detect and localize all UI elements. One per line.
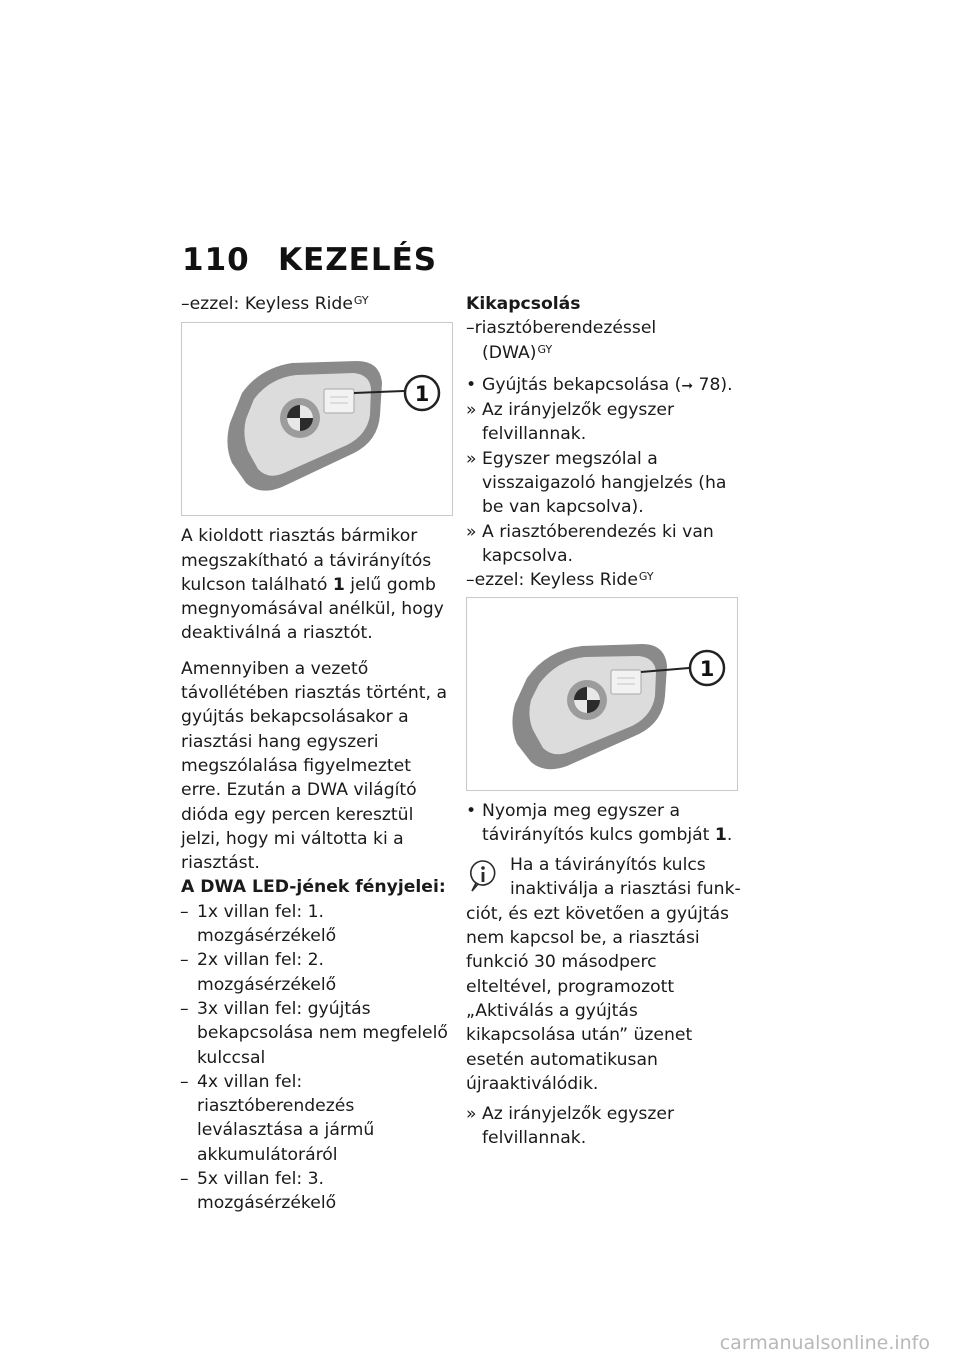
step-ignition-on: • Gyújtás bekapcsolása (➞ 78). [466, 374, 733, 395]
dwa-label-cont: (DWA)$^{GY}$ [482, 342, 553, 363]
key-fob-figure [466, 597, 738, 791]
page-title: KEZELÉS [278, 242, 438, 278]
gy-superscript: GY [353, 294, 369, 307]
page-number: 110 [182, 242, 250, 278]
led-signals-heading: A DWA LED-jének fényjelei: [181, 877, 446, 898]
section-heading: Kikapcsolás [466, 294, 581, 314]
result-item: » A riasztóberendezés ki van kapcsolva. [466, 521, 714, 566]
right-column [466, 292, 742, 1151]
result-item: » Az irányjelzők egyszer felvillannak. [466, 400, 675, 445]
callout-number: 1 [414, 382, 430, 407]
result-item: » Az irányjelzők egyszer felvillannak. [466, 1104, 675, 1149]
list-item: – 1x villan fel: 1. mozgásérzékelő [180, 901, 337, 947]
list-item: – 3x villan fel: gyújtás bekapcsolása nem megfelelő kulccsal [180, 998, 448, 1068]
keyless-ride-label: –ezzel: Keyless Ride$^{GY}$ [181, 294, 369, 314]
left-column [181, 292, 453, 1216]
gy-superscript: GY [537, 342, 553, 356]
key-fob-illustration [182, 323, 452, 515]
info-note [466, 853, 742, 1096]
callout-number: 1 [699, 656, 715, 681]
list-item: – 5x villan fel: 3. mozgásérzékelő [180, 1169, 337, 1214]
list-item: – 4x villan fel: riasztóberendezés leválasztása a jármű akkumulátoráról [180, 1071, 375, 1165]
note-line-1: Ha a távirányítós kulcs [510, 855, 706, 876]
watermark: carmanualsonline.info [719, 1332, 930, 1354]
info-icon [468, 859, 498, 900]
keyless-ride-label: –ezzel: Keyless Ride$^{GY}$ [466, 570, 654, 591]
page-ref-arrow-icon[interactable]: ➞ [681, 377, 694, 394]
key-fob-figure [181, 322, 453, 516]
led-signals-list [181, 900, 453, 1216]
cancel-alarm-paragraph: A kioldott riasztás bármikor megszakítható a távirányítós kulcson található 1 jelű gomb megnyomásával anélkül, hogy deaktiválná a riasztót. [181, 526, 444, 644]
note-text: ciót, és ezt követően a gyújtás nem kapcsol be, a riasztási funkció 30 másodperc elteltével, programozott „Aktiválás a gyújtás kikapcsolása után” üzenet esetén automatikusan újraaktiválódik. [466, 903, 729, 1094]
result-item: » Egyszer megszólal a visszaigazoló hangjelzés (ha be van kapcsolva). [466, 448, 727, 518]
step-press-button: • Nyomja meg egyszer a távirányítós kulcs gombját 1. [466, 800, 733, 845]
page-header [182, 242, 437, 278]
key-fob-illustration [467, 598, 737, 790]
note-line-2: inaktiválja a riasztási funk- [510, 879, 741, 900]
alarm-info-paragraph: Amennyiben a vezető távollétében riasztás történt, a gyújtás bekapcsolásakor a riasztási hang egyszeri megszólalása figyelmeztet erre. Ezután a DWA világító dióda egy percen keresztül jelzi, hogy mi váltotta ki a riasztást. [181, 658, 448, 874]
gy-superscript: GY [638, 570, 654, 584]
list-item: – 2x villan fel: 2. mozgásérzékelő [180, 950, 337, 995]
dwa-label: –riasztóberendezéssel [466, 318, 657, 339]
